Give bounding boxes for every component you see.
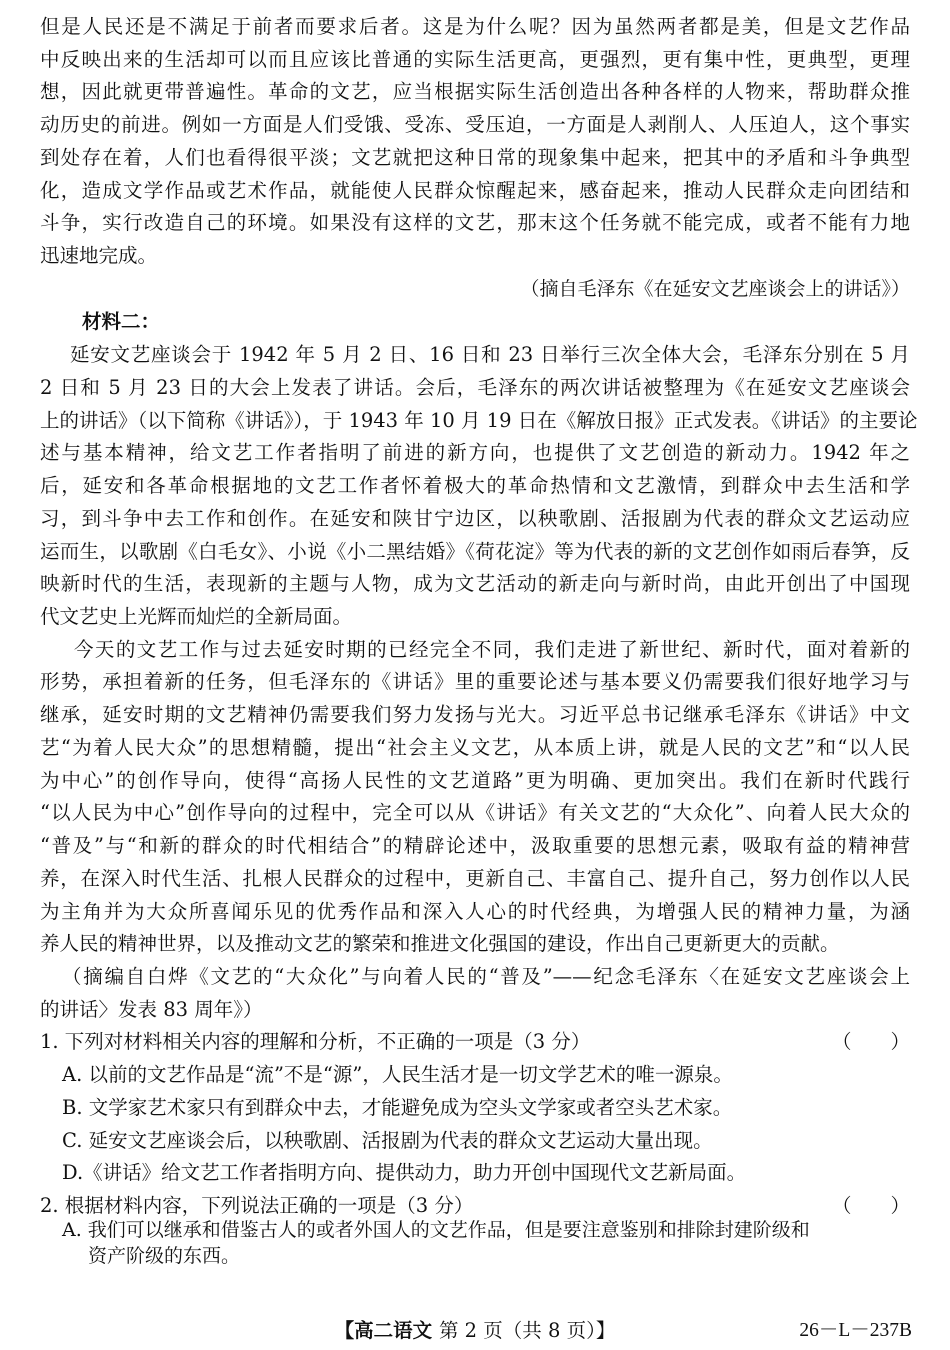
material2-line: 为中心”的创作导向，使得“高扬人民性的文艺道路”更为明确、更加突出。我们在新时代践行 (40, 768, 910, 792)
material2-line: 为主角并为大众所喜闻乐见的优秀作品和深入人心的时代经典，为增强人民的精神力量，为涵 (40, 899, 910, 923)
material2-line: 运而生，以歌剧《白毛女》、小说《小二黑结婚》《荷花淀》等为代表的新的文艺创作如雨后春笋，反 (40, 539, 910, 563)
question-1-stem (40, 1027, 910, 1057)
answer-blank[interactable]: （ ） (831, 1194, 910, 1218)
material1-line: 到处存在着，人们也看得很平淡；文艺就把这种日常的现象集中起来，把其中的矛盾和斗争典型 (40, 145, 910, 169)
question-2-option-a: A. 我们可以继承和借鉴古人的或者外国人的文艺作品，但是要注意鉴别和排除封建阶级和 (62, 1219, 810, 1242)
material2-line: 延安文艺座谈会于 1942 年 5 月 2 日、16 日和 23 日举行三次全体大会，毛泽东分别在 5 月 (70, 343, 910, 367)
question-1-option-c: C. 延安文艺座谈会后，以秧歌剧、活报剧为代表的群众文艺运动大量出现。 (62, 1128, 713, 1152)
material2-line: 上的讲话》（以下简称《讲话》），于 1943 年 10 月 19 日在《解放日报》正式发表。《讲话》的主要论 (40, 408, 918, 432)
material2-line: “普及”与“和新的群众的时代相结合”的精辟论述中，汲取重要的思想元素，吸取有益的精神营 (40, 834, 910, 858)
footer-code: 26－L－237B (799, 1320, 912, 1341)
material2-line: 今天的文艺工作与过去延安时期的已经完全不同，我们走进了新世纪、新时代，面对着新的 (74, 637, 910, 661)
answer-blank[interactable]: （ ） (831, 1030, 910, 1054)
question-2-text: 2. 根据材料内容，下列说法正确的一项是（3 分） (40, 1194, 474, 1218)
material1-line: 中反映出来的生活却可以而且应该比普通的实际生活更高，更强烈，更有集中性，更典型，更理 (40, 47, 910, 71)
material2-line: 艺“为着人民大众”的思想精髓，提出“社会主义文艺，从本质上讲，就是人民的文艺”和“以人民 (40, 735, 910, 759)
material2-line: 后，延安和各革命根据地的文艺工作者怀着极大的革命热情和文艺激情，到群众中去生活和学 (40, 474, 910, 498)
material1-line: 想，因此就更带普遍性。革命的文艺，应当根据实际生活创造出各种各样的人物来，帮助群众推 (40, 80, 910, 104)
material2-source: 的讲话〉发表 83 周年》） (40, 997, 263, 1021)
footer-title: 【高二语文 (334, 1319, 433, 1342)
material2-line: 映新时代的生活，表现新的主题与人物，成为文艺活动的新走向与新时尚，由此开创出了中国现 (40, 572, 910, 596)
material2-line: “以人民为中心”创作导向的过程中，完全可以从《讲话》有关文艺的“大众化”、向着人民大众的 (40, 801, 910, 825)
material2-heading: 材料二： (82, 310, 161, 334)
material1-line: 迅速地完成。 (40, 244, 158, 268)
question-1-option-d: D.《讲话》给文艺工作者指明方向、提供动力，助力开创中国现代文艺新局面。 (62, 1161, 747, 1185)
material2-line: 继承，延安时期的文艺精神仍需要我们努力发扬与光大。习近平总书记继承毛泽东《讲话》中文 (40, 703, 910, 727)
material1-source: （摘自毛泽东《在延安文艺座谈会上的讲话》） (520, 277, 910, 300)
question-1-text: 1. 下列对材料相关内容的理解和分析，不正确的一项是（3 分） (40, 1030, 591, 1054)
material1-line: 斗争，实行改造自己的环境。如果没有这样的文艺，那末这个任务就不能完成，或者不能有力地 (40, 211, 910, 235)
question-2-option-a-cont: 资产阶级的东西。 (88, 1245, 241, 1268)
material2-line: 形势，承担着新的任务，但毛泽东的《讲话》里的重要论述与基本要义仍需要我们很好地学习与 (40, 670, 910, 694)
question-1-option-a: A. 以前的文艺作品是“流”不是“源”，人民生活才是一切文学艺术的唯一源泉。 (62, 1063, 733, 1087)
material1-line: 动历史的前进。例如一方面是人们受饿、受冻、受压迫，一方面是人剥削人、人压迫人，这个事实 (40, 113, 910, 137)
material2-line: 2 日和 5 月 23 日的大会上发表了讲话。会后，毛泽东的两次讲话被整理为《在延安文艺座谈会 (40, 375, 910, 399)
material1-line: 但是人民还是不满足于前者而要求后者。这是为什么呢？因为虽然两者都是美，但是文艺作品 (40, 15, 910, 38)
material2-line: 代文艺史上光辉而灿烂的全新局面。 (40, 604, 353, 628)
material1-line: 化，造成文学作品或艺术作品，就能使人民群众惊醒起来，感奋起来，推动人民群众走向团结和 (40, 178, 910, 202)
question-1-option-b: B. 文学家艺术家只有到群众中去，才能避免成为空头文学家或者空头艺术家。 (62, 1095, 733, 1119)
material2-line: 养人民的精神世界，以及推动文艺的繁荣和推进文化强国的建设，作出自己更新更大的贡献。 (40, 932, 840, 956)
material2-line: 习，到斗争中去工作和创作。在延安和陕甘宁边区，以秧歌剧、活报剧为代表的群众文艺运动应 (40, 506, 910, 530)
material2-line: 养，在深入时代生活、扎根人民群众的过程中，更新自己、丰富自己、提升自己，努力创作以人民 (40, 866, 910, 890)
material2-line: 述与基本精神，给文艺工作者指明了前进的新方向，也提供了文艺创造的新动力。1942 年之 (40, 441, 910, 465)
footer-page-info: 第 2 页（共 8 页）】 (438, 1319, 616, 1342)
material2-source: （摘编自白烨《文艺的“大众化”与向着人民的“普及”——纪念毛泽东〈在延安文艺座谈会上 (62, 964, 910, 988)
